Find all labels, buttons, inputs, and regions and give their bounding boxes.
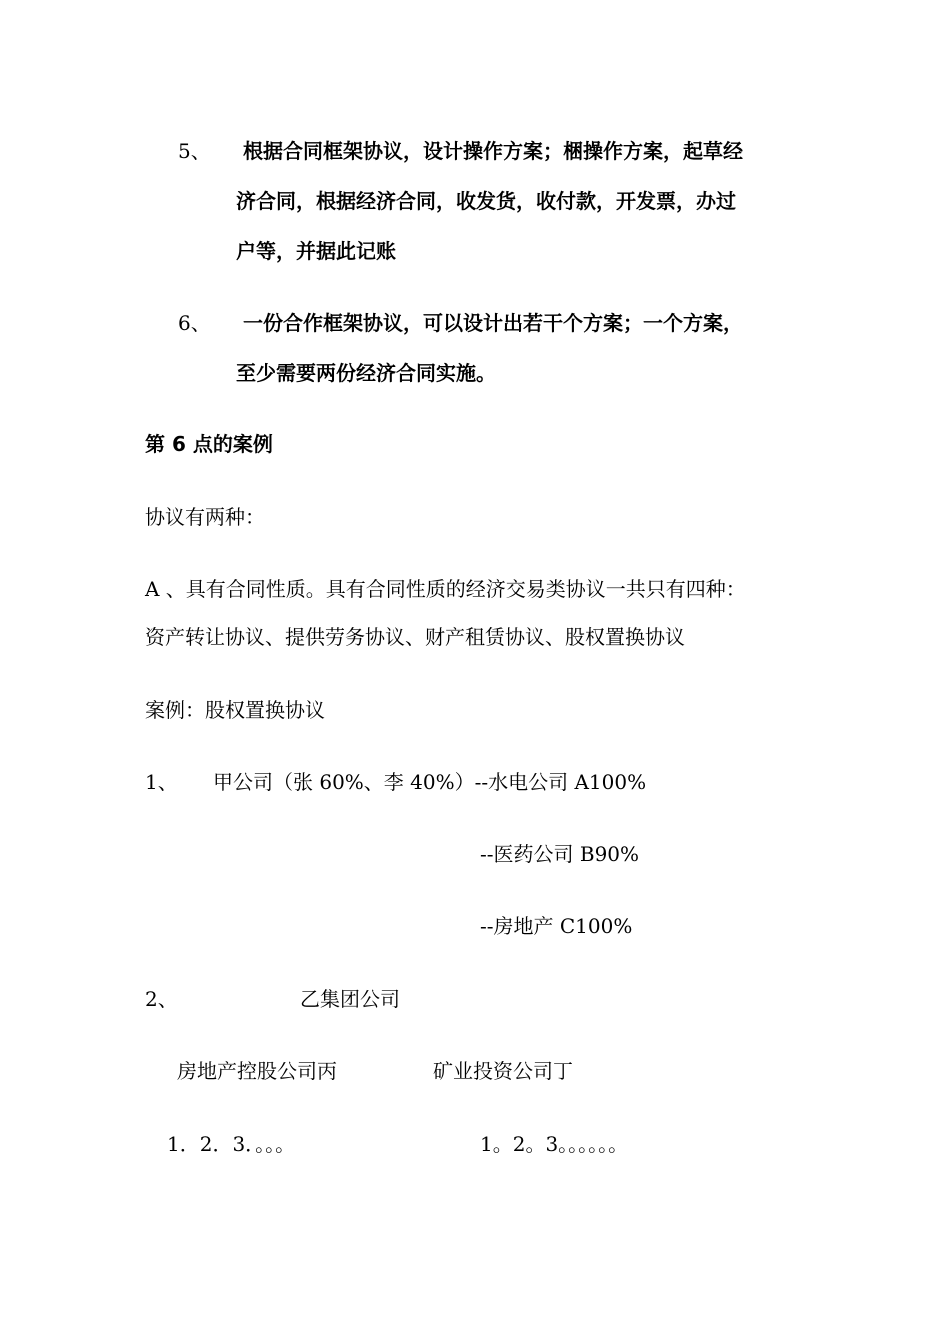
item-5-number: 5、 [178, 139, 211, 163]
case-1-text: 甲公司（张 60%、李 40%）--水电公司 A100% [213, 770, 647, 794]
item-6-line-2: 至少需要两份经济合同实施。 [236, 361, 496, 385]
item-5-line-3: 户等，并据此记账 [236, 239, 396, 263]
case-2-number: 2、 [145, 987, 178, 1011]
section-heading: 第 6 点的案例 [145, 432, 273, 456]
case-2-right-company: 矿业投资公司丁 [433, 1059, 573, 1083]
case-2-left-list: 1．2．3．。。。 [167, 1132, 296, 1156]
item-6-number: 6、 [178, 311, 211, 335]
item-6-line-1: 一份合作框架协议，可以设计出若干个方案；一个方案， [243, 311, 743, 335]
case-title: 案例：股权置换协议 [145, 698, 325, 722]
intro-text: 协议有两种： [145, 505, 265, 529]
case-2-group: 乙集团公司 [300, 987, 400, 1011]
case-1-number: 1、 [145, 770, 178, 794]
case-1-sub-2: --房地产 C100% [480, 914, 633, 938]
type-a-line-2: 资产转让协议、提供劳务协议、财产租赁协议、股权置换协议 [145, 625, 685, 649]
case-2-right-list: 1。2。3。。。。。。 [480, 1132, 629, 1156]
case-2-left-company: 房地产控股公司丙 [177, 1059, 337, 1083]
item-5-line-2: 济合同，根据经济合同，收发货，收付款，开发票，办过 [236, 189, 736, 213]
item-5-line-1: 根据合同框架协议，设计操作方案；梱操作方案，起草经 [243, 139, 743, 163]
case-1-sub-1: --医药公司 B90% [480, 842, 640, 866]
type-a-line-1: A 、具有合同性质。具有合同性质的经济交易类协议一共只有四种： [145, 577, 746, 601]
